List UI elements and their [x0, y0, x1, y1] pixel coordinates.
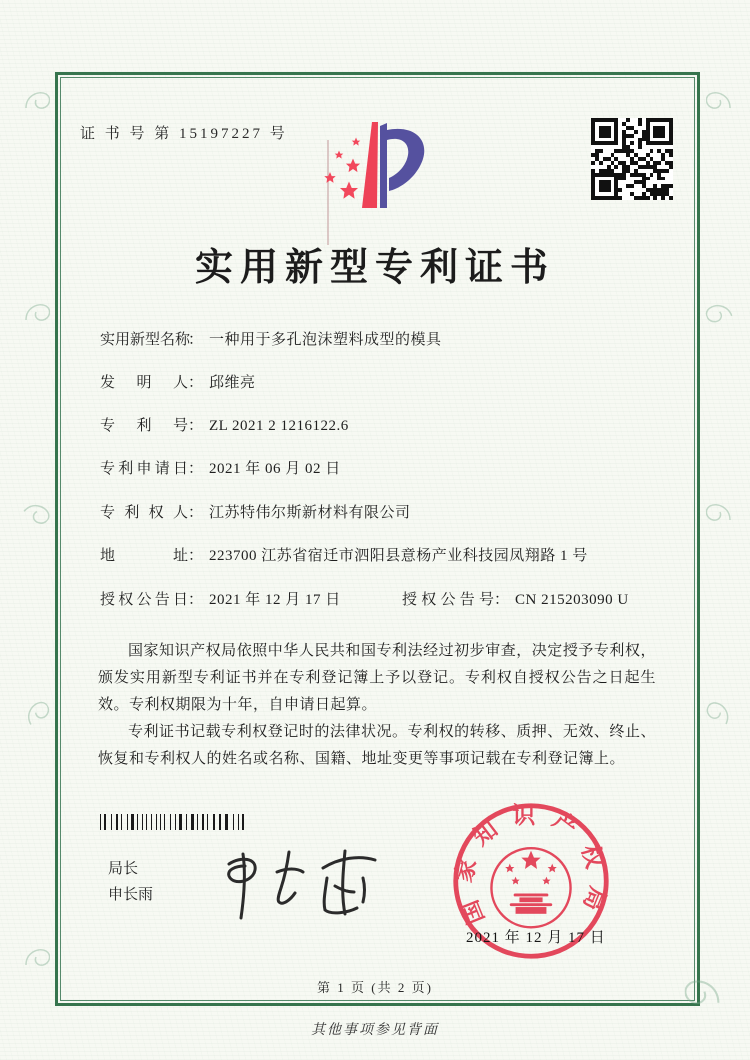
field-value: 223700 江苏省宿迁市泗阳县意杨产业科技园凤翔路 1 号: [209, 548, 588, 564]
barcode-bar: [102, 814, 103, 830]
edge-flourish-icon: [24, 88, 50, 114]
field-value: 江苏特伟尔斯新材料有限公司: [209, 505, 411, 521]
page-number: 第 1 页 (共 2 页): [317, 980, 433, 995]
edge-flourish-icon: [706, 88, 732, 114]
field-colon: ：: [188, 375, 204, 391]
barcode-bar: [235, 814, 237, 830]
edge-flourish-icon: [19, 495, 56, 532]
field-colon: ：: [188, 505, 204, 521]
field-value: 2021 年 06 月 02 日: [209, 461, 341, 477]
field-row-inventor: [100, 371, 256, 392]
field-row-patent-number: [100, 414, 349, 435]
edge-flourish-icon: [706, 500, 732, 526]
barcode-bar: [191, 814, 194, 830]
legal-text: [98, 638, 656, 773]
cnipa-logo-icon: [300, 110, 480, 246]
field-colon: ：: [188, 461, 204, 477]
barcode-bar: [209, 814, 212, 830]
footer-note: 其他事项参见背面: [311, 1023, 439, 1038]
barcode-bar: [207, 814, 208, 830]
field-row-address: [100, 544, 588, 565]
field-label: 实用新型名称: [100, 332, 191, 348]
barcode-bar: [179, 814, 182, 830]
barcode-icon: [100, 814, 302, 830]
field-value: 2021 年 12 月 17 日: [209, 592, 341, 608]
field-label: 专利号: [100, 418, 188, 434]
field-colon: ：: [494, 592, 510, 608]
barcode-bar: [119, 814, 120, 830]
barcode-bar: [199, 814, 201, 830]
field-colon: ：: [188, 332, 204, 348]
barcode-bar: [135, 814, 136, 830]
barcode-bar: [233, 814, 234, 830]
barcode-bar: [137, 814, 138, 830]
barcode-bar: [219, 814, 221, 830]
field-colon: ：: [188, 548, 204, 564]
field-grant-number: [402, 588, 629, 609]
barcode-bar: [175, 814, 176, 830]
handwritten-signature-icon: [205, 842, 400, 927]
barcode-bar: [127, 814, 128, 830]
field-label: 地址: [100, 548, 188, 564]
barcode-bar: [229, 814, 232, 830]
signer-name: 申长雨: [108, 887, 154, 903]
certificate-title: 实用新型专利证书: [194, 247, 555, 289]
barcode-bar: [113, 814, 115, 830]
field-row-patentee: [100, 501, 411, 522]
barcode-bar: [142, 814, 143, 830]
barcode-bar: [242, 814, 244, 830]
signer-block: [108, 856, 153, 908]
barcode-bar: [107, 814, 110, 830]
barcode-bar: [177, 814, 178, 830]
edge-flourish-icon: [24, 945, 50, 971]
edge-flourish-icon: [702, 296, 735, 329]
field-label: 专利权人: [100, 505, 188, 521]
barcode-bar: [240, 814, 241, 830]
field-row-filing-date: [100, 457, 341, 478]
barcode-bar: [146, 814, 147, 830]
barcode-bar: [188, 814, 190, 830]
barcode-bar: [216, 814, 218, 830]
barcode-bar: [144, 814, 145, 830]
barcode-bar: [160, 814, 161, 830]
barcode-bar: [238, 814, 239, 830]
barcode-bar: [116, 814, 118, 830]
field-label: 授权公告日: [100, 592, 188, 608]
qr-module: [669, 196, 673, 200]
edge-flourish-icon: [19, 695, 55, 731]
barcode-bar: [205, 814, 206, 830]
field-colon: ：: [188, 592, 204, 608]
barcode-bar: [111, 814, 112, 830]
legal-paragraph-1: 国家知识产权局依照中华人民共和国专利法经过初步审查，决定授予专利权，颁发实用新型专利证书并在专利登记簿上予以登记。专利权自授权公告之日起生效。专利权期限为十年，自申请日起算。: [98, 643, 656, 713]
field-label: 发明人: [100, 375, 188, 391]
barcode-bar: [202, 814, 204, 830]
seal-date: 2021 年 12 月 17 日: [466, 930, 606, 946]
field-value: 一种用于多孔泡沫塑料成型的模具: [209, 332, 442, 348]
field-row-name: [100, 328, 442, 349]
barcode-bar: [139, 814, 141, 830]
barcode-bar: [121, 814, 122, 830]
barcode-bar: [197, 814, 198, 830]
barcode-bar: [162, 814, 163, 830]
barcode-bar: [164, 814, 165, 830]
barcode-bar: [186, 814, 187, 830]
barcode-bar: [153, 814, 155, 830]
barcode-bar: [100, 814, 101, 830]
field-colon: ：: [188, 418, 204, 434]
certificate-number: 证 书 号 第 15197227 号: [80, 126, 288, 142]
barcode-bar: [172, 814, 174, 830]
barcode-bar: [156, 814, 157, 830]
field-value: ZL 2021 2 1216122.6: [209, 418, 349, 434]
barcode-bar: [148, 814, 150, 830]
edge-flourish-icon: [702, 696, 737, 731]
barcode-bar: [225, 814, 228, 830]
seal-arc-text: 国家知识产权局: [450, 803, 612, 928]
edge-flourish-icon: [24, 300, 50, 326]
field-row-grant: [100, 588, 660, 609]
signer-title: 局长: [108, 861, 139, 877]
field-label: 授权公告号: [402, 592, 494, 608]
barcode-bar: [222, 814, 224, 830]
barcode-bar: [123, 814, 126, 830]
barcode-bar: [213, 814, 215, 830]
barcode-bar: [131, 814, 134, 830]
field-label: 专利申请日: [100, 461, 188, 477]
field-value: CN 215203090 U: [515, 592, 629, 608]
field-value: 邱维亮: [209, 375, 256, 391]
legal-paragraph-2: 专利证书记载专利权登记时的法律状况。专利权的转移、质押、无效、终止、恢复和专利权人的姓名或名称、国籍、地址变更等事项记载在专利登记簿上。: [98, 724, 656, 767]
barcode-bar: [151, 814, 152, 830]
barcode-bar: [170, 814, 171, 830]
barcode-bar: [166, 814, 169, 830]
barcode-bar: [104, 814, 106, 830]
barcode-bar: [129, 814, 130, 830]
barcode-bar: [158, 814, 159, 830]
qr-code-icon: [591, 118, 673, 200]
barcode-bar: [183, 814, 185, 830]
barcode-bar: [195, 814, 196, 830]
